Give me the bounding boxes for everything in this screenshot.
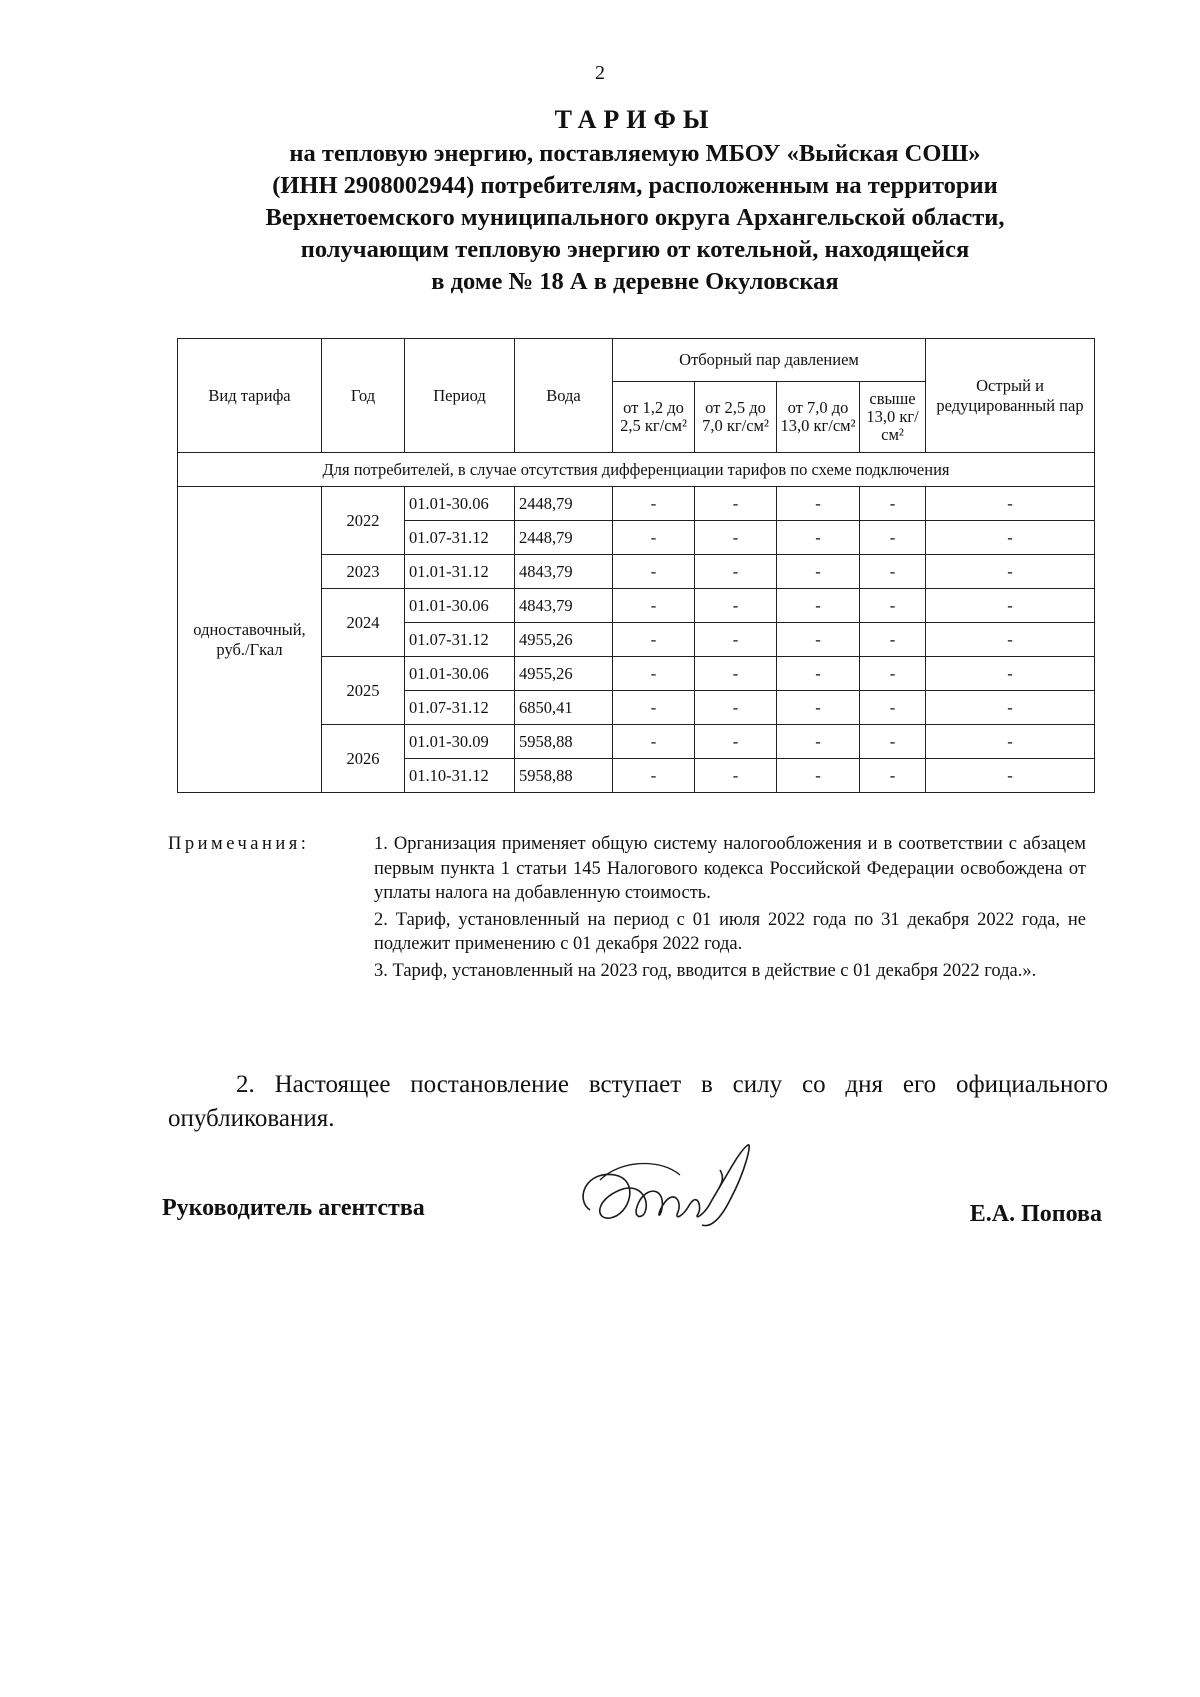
signer-name: Е.А. Попова — [969, 1201, 1102, 1227]
dash-cell: - — [860, 623, 926, 657]
year-cell: 2023 — [322, 555, 405, 589]
period-cell: 01.07-31.12 — [405, 623, 515, 657]
header-period: Период — [405, 339, 515, 453]
header-sharp-steam: Острый и редуцированный пар — [926, 339, 1095, 453]
dash-cell: - — [860, 691, 926, 725]
signature-block — [162, 1195, 1102, 1235]
water-cell: 6850,41 — [515, 691, 613, 725]
water-cell: 2448,79 — [515, 521, 613, 555]
dash-cell: - — [777, 691, 860, 725]
dash-cell: - — [695, 487, 777, 521]
period-cell: 01.07-31.12 — [405, 521, 515, 555]
dash-cell: - — [926, 521, 1095, 555]
header-pressure-3: от 7,0 до 13,0 кг/см² — [777, 382, 860, 453]
dash-cell: - — [777, 555, 860, 589]
dash-cell: - — [926, 589, 1095, 623]
dash-cell: - — [860, 725, 926, 759]
dash-cell: - — [926, 691, 1095, 725]
dash-cell: - — [926, 657, 1095, 691]
note-item: 2. Тариф, установленный на период с 01 июля 2022 года по 31 декабря 2022 года, не подлежит применению с 01 декабря 2022 года. — [374, 909, 1086, 954]
header-pressure-4: свыше 13,0 кг/см² — [860, 382, 926, 453]
header-water: Вода — [515, 339, 613, 453]
dash-cell: - — [926, 623, 1095, 657]
notes-body — [374, 832, 1086, 985]
water-cell: 5958,88 — [515, 759, 613, 793]
water-cell: 4955,26 — [515, 657, 613, 691]
dash-cell: - — [695, 725, 777, 759]
water-cell: 4955,26 — [515, 623, 613, 657]
header-pressure-2: от 2,5 до 7,0 кг/см² — [695, 382, 777, 453]
title-line-3: Верхнетоемского муниципального округа Архангельской области, — [265, 204, 1005, 231]
title-line-5: в доме № 18 А в деревне Окуловская — [431, 268, 839, 295]
period-cell: 01.07-31.12 — [405, 691, 515, 725]
title-main: ТАРИФЫ — [554, 105, 716, 134]
period-cell: 01.10-31.12 — [405, 759, 515, 793]
dash-cell: - — [613, 691, 695, 725]
dash-cell: - — [613, 521, 695, 555]
header-steam-group: Отборный пар давлением — [613, 339, 926, 382]
dash-cell: - — [860, 759, 926, 793]
dash-cell: - — [695, 657, 777, 691]
dash-cell: - — [777, 589, 860, 623]
dash-cell: - — [613, 725, 695, 759]
dash-cell: - — [695, 623, 777, 657]
header-pressure-1: от 1,2 до 2,5 кг/см² — [613, 382, 695, 453]
water-cell: 5958,88 — [515, 725, 613, 759]
document-title — [170, 104, 1100, 298]
dash-cell: - — [613, 759, 695, 793]
period-cell: 01.01-30.06 — [405, 657, 515, 691]
dash-cell: - — [926, 487, 1095, 521]
dash-cell: - — [926, 759, 1095, 793]
period-cell: 01.01-30.06 — [405, 589, 515, 623]
period-cell: 01.01-30.09 — [405, 725, 515, 759]
dash-cell: - — [777, 725, 860, 759]
dash-cell: - — [613, 657, 695, 691]
dash-cell: - — [695, 589, 777, 623]
dash-cell: - — [695, 759, 777, 793]
effective-clause: 2. Настоящее постановление вступает в силу со дня его официального опубликования. — [168, 1071, 1108, 1132]
note-item: 1. Организация применяет общую систему налогообложения и в соответствии с абзацем первым пункта 1 статьи 145 Налогового кодекса Российской Федерации освобождена от уплаты налога на добавленную стоимость. — [374, 834, 1086, 903]
dash-cell: - — [777, 657, 860, 691]
note-item: 3. Тариф, установленный на 2023 год, вводится в действие с 01 декабря 2022 года.». — [374, 960, 1037, 981]
dash-cell: - — [926, 725, 1095, 759]
section-title: Для потребителей, в случае отсутствия дифференциации тарифов по схеме подключения — [178, 453, 1095, 487]
dash-cell: - — [613, 487, 695, 521]
dash-cell: - — [777, 759, 860, 793]
dash-cell: - — [613, 555, 695, 589]
dash-cell: - — [695, 555, 777, 589]
dash-cell: - — [860, 487, 926, 521]
period-cell: 01.01-30.06 — [405, 487, 515, 521]
tariffs-table — [177, 338, 1095, 793]
dash-cell: - — [695, 691, 777, 725]
dash-cell: - — [777, 623, 860, 657]
dash-cell: - — [695, 521, 777, 555]
header-tariff-type: Вид тарифа — [178, 339, 322, 453]
dash-cell: - — [926, 555, 1095, 589]
page-number: 2 — [595, 62, 605, 84]
tariff-type-label: одноставочный, руб./Гкал — [178, 487, 322, 793]
title-line-4: получающим тепловую энергию от котельной, находящейся — [300, 236, 970, 263]
dash-cell: - — [777, 521, 860, 555]
water-cell: 2448,79 — [515, 487, 613, 521]
year-cell: 2026 — [322, 725, 405, 793]
period-cell: 01.01-31.12 — [405, 555, 515, 589]
year-cell: 2024 — [322, 589, 405, 657]
title-line-1: на тепловую энергию, поставляемую МБОУ «Выйская СОШ» — [289, 140, 981, 167]
dash-cell: - — [613, 589, 695, 623]
header-year: Год — [322, 339, 405, 453]
dash-cell: - — [860, 521, 926, 555]
dash-cell: - — [613, 623, 695, 657]
water-cell: 4843,79 — [515, 555, 613, 589]
dash-cell: - — [860, 589, 926, 623]
dash-cell: - — [777, 487, 860, 521]
year-cell: 2025 — [322, 657, 405, 725]
notes-label: Примечания: — [168, 834, 310, 854]
signer-role: Руководитель агентства — [162, 1195, 425, 1221]
water-cell: 4843,79 — [515, 589, 613, 623]
title-line-2: (ИНН 2908002944) потребителям, расположенным на территории — [272, 172, 998, 199]
dash-cell: - — [860, 657, 926, 691]
year-cell: 2022 — [322, 487, 405, 555]
dash-cell: - — [860, 555, 926, 589]
table-row — [178, 487, 1095, 521]
